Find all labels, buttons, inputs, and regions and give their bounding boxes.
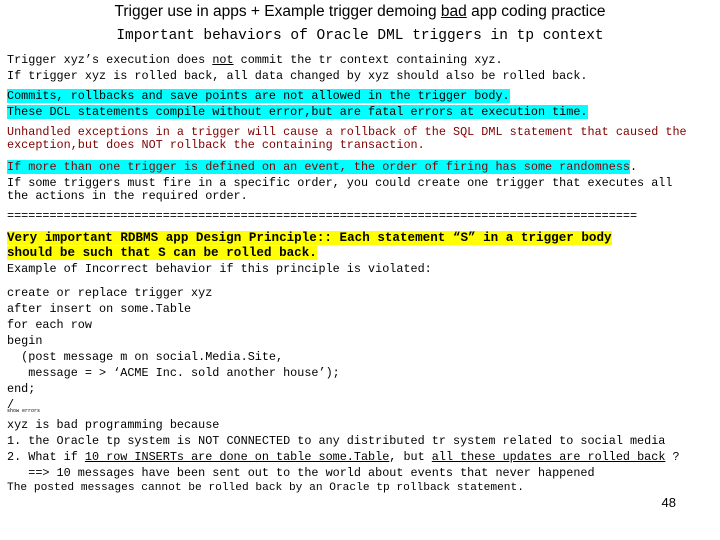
bad-programming-line: xyz is bad programming because [7, 418, 220, 432]
code-line: (post message m on social.Media.Site, [7, 350, 284, 364]
highlight-commits-line: Commits, rollbacks and save points are not allowed in the trigger body. [7, 89, 510, 103]
code-line: create or replace trigger xyz [7, 286, 213, 300]
code-line: end; [7, 382, 36, 396]
line-execution-commit: Trigger xyz’s execution does not commit the tr context containing xyz. [7, 53, 503, 67]
principle-line1: Very important RDBMS app Design Principle:: Each statement “S” in a trigger body [7, 231, 612, 245]
slide-subtitle: Important behaviors of Oracle DML triggers in tp context [116, 28, 604, 44]
specific-order-line2: the actions in the required order. [7, 189, 248, 203]
unhandled-exceptions-line2: exception,but does NOT rollback the containing transaction. [7, 138, 425, 152]
show-errors-text: show errors [7, 408, 41, 414]
reason-1: 1. the Oracle tp system is NOT CONNECTED to any distributed tr system related to social media [7, 434, 666, 448]
separator-line: ========================================================================================= [7, 209, 638, 223]
code-line: after insert on some.Table [7, 302, 192, 316]
consequence-line: ==> 10 messages have been sent out to the world about events that never happened [7, 466, 595, 480]
principle-line2: should be such that S can be rolled back. [7, 246, 317, 260]
code-block [7, 285, 340, 413]
reason-2: 2. What if 10 row INSERTs are done on table some.Table, but all these updates are rolled back ? [7, 450, 680, 464]
example-intro: Example of Incorrect behavior if this principle is violated: [7, 262, 432, 276]
highlight-dcl-line: These DCL statements compile without error,but are fatal errors at execution time. [7, 105, 588, 119]
page-number: 48 [661, 495, 676, 510]
slide-title: Trigger use in apps + Example trigger demoing bad app coding practice [114, 3, 606, 20]
title-bad-word: bad [440, 3, 467, 20]
unhandled-exceptions-line1: Unhandled exceptions in a trigger will cause a rollback of the SQL DML statement that caused the [7, 125, 687, 139]
firing-order-line: If more than one trigger is defined on an event, the order of firing has some randomness. [7, 160, 638, 174]
code-line: / [7, 398, 15, 412]
specific-order-line1: If some triggers must fire in a specific order, you could create one trigger that executes all [7, 176, 673, 190]
code-line: for each row [7, 318, 92, 332]
code-line: begin [7, 334, 43, 348]
line-rollback: If trigger xyz is rolled back, all data changed by xyz should also be rolled back. [7, 69, 588, 83]
code-line: message = > ‘ACME Inc. sold another house’); [7, 366, 340, 380]
footer-note: The posted messages cannot be rolled back by an Oracle tp rollback statement. [7, 482, 524, 494]
